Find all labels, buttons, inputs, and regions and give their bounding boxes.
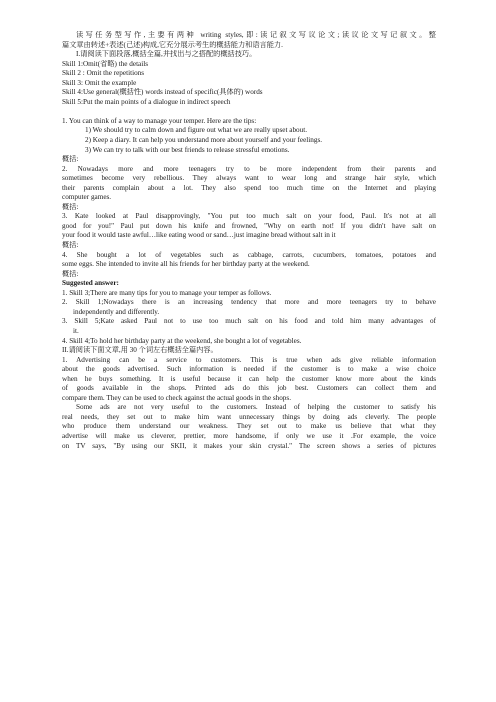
text-line: 1) We should try to calm down and figure out what we are really upset about.	[85, 126, 308, 135]
text-line: 读写任务型写作,主要有两种 writing styles,即:读记叙文写议论文;读议论文写记叙文。整	[76, 31, 436, 39]
text-line: who produce them understand our weakness. They set out to make us believe that what they	[62, 422, 436, 431]
text-line: 4. Skill 4;To hold her birthday party at the weekend, she bought a lot of vegetables.	[62, 336, 302, 345]
text-line: Skill 1:Omit(省略) the details	[62, 59, 149, 68]
text-line: I.请阅读下面段落,概括全篇,并找出与之搭配的概括技巧。	[76, 50, 257, 59]
text-line	[62, 107, 436, 117]
text-line: 概括:	[62, 269, 79, 278]
text-line: about the goods advertised. Such information is needed if the customer is to make a wise choice	[62, 365, 436, 374]
text-line: independently and differently.	[73, 307, 160, 316]
text-line: Suggested answer:	[62, 279, 119, 288]
text-line: 2. Nowadays more and more teenagers try to be more independent from their parents and	[62, 164, 436, 173]
text-line: of goods available in the shops. Printed ads do this job best. Customers can collect them and	[62, 384, 436, 393]
document-body	[62, 31, 436, 451]
text-line: Skill 2 : Omit the repetitions	[62, 69, 145, 78]
text-line: 2. Skill 1;Nowadays there is an increasing tendency that more and more teenagers try to behave	[62, 298, 436, 307]
text-line: on TV says, "By using our SKII, it makes your skin crystal." The screen shows a series of pictures	[62, 441, 436, 450]
text-line: 3) We can try to talk with our best friends to release stressful emotions.	[85, 145, 290, 154]
text-line: 4. She bought a lot of vegetables such as cabbage, carrots, cucumbers, tomatoes, potatoes and	[62, 250, 436, 259]
text-line: II.请阅读下面文章,用 30 个词左右概括全篇内容。	[62, 346, 218, 355]
text-line: 概括:	[62, 241, 79, 250]
text-line: some eggs. She intended to invite all his friends for her birthday party at the weekend.	[62, 260, 310, 269]
text-line: when he buys something. It is useful because it can help the customer know more about the kinds	[62, 374, 436, 383]
text-line: 1. Skill 3;There are many tips for you to manage your temper as follows.	[62, 288, 272, 297]
text-line: real needs, they set out to make him want unnecessary things by doing ads cleverly. The people	[62, 412, 436, 421]
text-line: 1. You can think of a way to manage your temper. Here are the tips:	[62, 116, 257, 125]
text-line: compare them. They can be used to check against the actual goods in the shops.	[62, 393, 291, 402]
text-line: 1. Advertising can be a service to customers. This is true when ads give reliable information	[62, 355, 436, 364]
text-line: 2) Keep a diary. It can help you understand more about yourself and your feelings.	[85, 136, 323, 145]
text-line: advertise will make us cleverer, prettier, more handsome, if only we use it .For example, the voice	[62, 431, 436, 440]
text-line: 3. Kate looked at Paul disapprovingly, "You put too much salt on your food, Paul. It's not at all	[62, 212, 436, 221]
text-line: 3. Skill 5;Kate asked Paul not to use too much salt on his food and told him many advantages of	[62, 317, 436, 326]
text-line: 篇文章由转述+表述(己述)构成,它充分展示考生的概括能力和语言能力.	[62, 40, 283, 49]
text-line: Skill 5:Put the main points of a dialogue in indirect speech	[62, 97, 231, 106]
text-line: 概括:	[62, 202, 79, 211]
text-line: Skill 4:Use general(概括性) words instead of specific(具体的) words	[62, 88, 263, 97]
text-line: Skill 3: Omit the example	[62, 78, 137, 87]
text-line: computer games.	[62, 193, 112, 202]
text-line: your food it would taste awful…like eating wood or sand…just imagine bread without salt in it	[62, 231, 336, 240]
text-line: good for you!" Paul put down his knife and frowned, "Why on earth not! If you didn't have salt on	[62, 221, 436, 230]
text-line: their parents complain about a lot. They also spend too much time on the Internet and playing	[62, 183, 436, 192]
text-line: sometimes become very rebellious. They always want to wear long and strange hair style, which	[62, 174, 436, 183]
text-line: it.	[73, 326, 79, 335]
text-line: Some ads are not very useful to the customers. Instead of helping the customer to satisfy his	[76, 403, 436, 412]
text-line: 概括:	[62, 155, 79, 164]
